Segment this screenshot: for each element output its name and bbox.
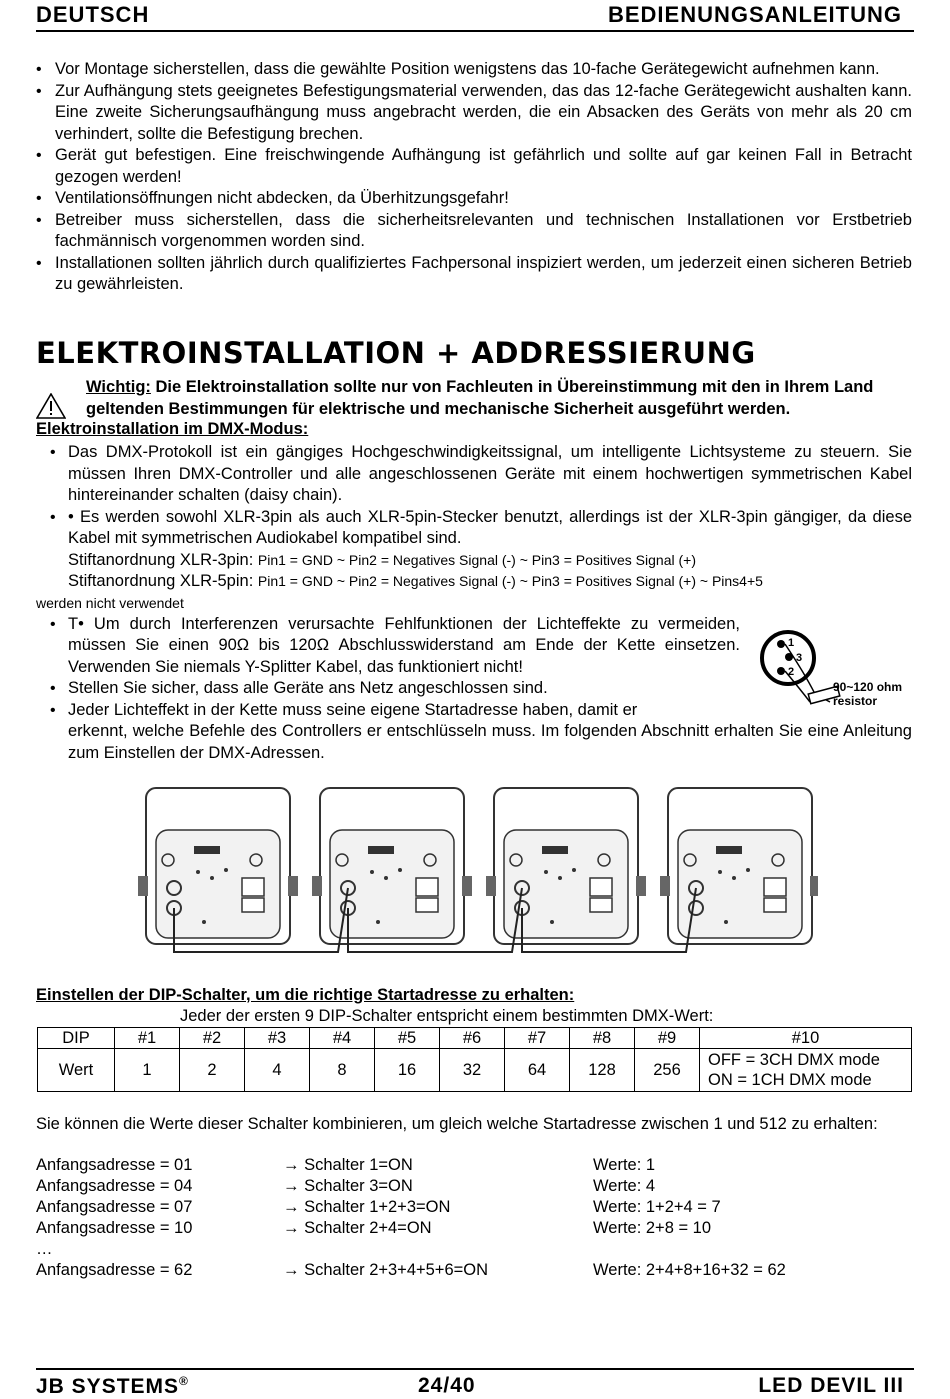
address: Anfangsadresse = 62 [36, 1261, 193, 1279]
xlr3-label: Stiftanordnung XLR-3pin: [68, 550, 254, 569]
list-item: • Installationen sollten jährlich durch qualifiziertes Fachpersonal inspiziert werden, um jederzeit einen sicheren Betrieb zu gewährleisten. [36, 253, 912, 296]
values: Werte: 2+4+8+16+32 = 62 [593, 1261, 786, 1279]
dmx-subtitle: Elektroinstallation im DMX-Modus: [36, 420, 309, 438]
table-row [36, 1240, 916, 1261]
address-examples [36, 1156, 916, 1282]
xlr5-continuation: werden nicht verwendet [36, 594, 184, 611]
brand-name: JB SYSTEMS [36, 1375, 180, 1398]
switches: → Schalter 1=ON [283, 1156, 413, 1174]
table-cell: 2 [180, 1049, 245, 1092]
table-cell: #8 [570, 1028, 635, 1049]
combo-text: Sie können die Werte dieser Schalter kombinieren, um gleich welche Startadresse zwischen 1 und 512 zu erhalten: [36, 1115, 878, 1133]
table-cell: #5 [375, 1028, 440, 1049]
xlr3-pinout [68, 550, 912, 572]
address: Anfangsadresse = 07 [36, 1198, 193, 1216]
table-cell: 4 [245, 1049, 310, 1092]
warning-text: Die Elektroinstallation sollte nur von Fachleuten in Übereinstimmung mit den in Ihrem Land geltenden Bestimmungen für elektrische und mechanische Sicherheit ausgeführt werden. [86, 378, 874, 418]
list-item: • Gerät gut befestigen. Eine freischwingende Aufhängung ist gefährlich und sollte auf gar keinen Fall in Betracht gezogen werden! [36, 145, 912, 188]
table-row [36, 1198, 916, 1219]
list-item: • Stellen Sie sicher, dass alle Geräte ans Netz angeschlossen sind. [50, 678, 740, 700]
mode-off: OFF = 3CH DMX mode [708, 1051, 880, 1069]
pin-label: 2 [788, 666, 795, 678]
address: Anfangsadresse = 01 [36, 1156, 193, 1174]
switches: → Schalter 3=ON [283, 1177, 413, 1195]
table-cell: #10 [700, 1028, 912, 1049]
pin-label: 3 [796, 652, 803, 664]
values: Werte: 1 [593, 1156, 656, 1174]
table-cell: Wert [38, 1049, 115, 1092]
footer-product: LED DEVIL III [758, 1374, 904, 1397]
list-item: • Vor Montage sicherstellen, dass die gewählte Position wenigstens das 10-fache Gerätegewicht aufnehmen kann. [36, 59, 912, 81]
address-bullet-a: Jeder Lichteffekt in der Kette muss seine eigene Startadresse haben, damit er [68, 700, 638, 719]
xlr3-text: Pin1 = GND ~ Pin2 = Negatives Signal (-) ~ Pin3 = Positives Signal (+) [257, 551, 696, 568]
list-item [50, 507, 912, 593]
mode-on: ON = 1CH DMX mode [708, 1071, 872, 1089]
table-cell: 128 [570, 1049, 635, 1092]
table-row [38, 1049, 912, 1092]
xlr5-pinout [68, 571, 912, 593]
safety-section [36, 59, 912, 296]
section-title: ELEKTROINSTALLATION + ADDRESSIERUNG [36, 336, 756, 370]
warning-triangle-icon [36, 393, 66, 419]
table-cell: #3 [245, 1028, 310, 1049]
switches: → Schalter 2+3+4+5+6=ON [283, 1261, 489, 1279]
table-cell: 64 [505, 1049, 570, 1092]
values: Werte: 4 [593, 1177, 656, 1195]
table-cell: #7 [505, 1028, 570, 1049]
header-title: BEDIENUNGSANLEITUNG [607, 2, 902, 27]
table-cell: 8 [310, 1049, 375, 1092]
page-number: 24/40 [418, 1374, 476, 1397]
list-item: • T• Um durch Interferenzen verursachte Fehlfunktionen der Lichteffekte zu vermeiden, müssen Sie einen 90Ω bis 120Ω Abschlusswiderstand am Ende der Kette einsetzen. Verwenden Sie niemals Y-Splitter Kabel, das funktioniert nicht! [50, 614, 740, 679]
table-cell: 32 [440, 1049, 505, 1092]
table-row [36, 1177, 916, 1198]
address: Anfangsadresse = 10 [36, 1219, 193, 1237]
table-cell: #9 [635, 1028, 700, 1049]
daisy-chain-illustration [138, 782, 818, 960]
list-item [50, 700, 740, 722]
table-cell: #4 [310, 1028, 375, 1049]
list-item: • Betreiber muss sicherstellen, dass die sicherheitsrelevanten und technischen Installationen vor Erstbetrieb fachmännisch vorgenommen worden sind. [36, 210, 912, 253]
fixture-unit [138, 788, 298, 944]
table-row [38, 1028, 912, 1049]
address: Anfangsadresse = 04 [36, 1177, 193, 1195]
header-language: DEUTSCH [36, 2, 150, 27]
table-cell: #2 [180, 1028, 245, 1049]
values: Werte: 2+8 = 10 [593, 1219, 712, 1237]
dmx-terminator-figure [755, 624, 915, 714]
table-cell [700, 1049, 912, 1092]
table-row [36, 1156, 916, 1177]
warning-block [36, 377, 914, 420]
table-cell: 256 [635, 1049, 700, 1092]
xlr-bullet-text: • Es werden sowohl XLR-3pin als auch XLR-5pin-Stecker benutzt, allerdings ist der XLR-3pin gängiger, da diese Kabel mit symmetrischen Audiokabel kompatibel sind. [68, 507, 912, 547]
table-cell: 1 [115, 1049, 180, 1092]
table-row [36, 1219, 916, 1240]
switches: → Schalter 1+2+3=ON [283, 1198, 451, 1216]
resistor-label-1: 90~120 ohm [833, 680, 903, 694]
table-cell: #6 [440, 1028, 505, 1049]
footer-brand [36, 1374, 189, 1399]
values: Werte: 1+2+4 = 7 [593, 1198, 721, 1216]
xlr5-text: Pin1 = GND ~ Pin2 = Negatives Signal (-) ~ Pin3 = Positives Signal (+) ~ Pins4+5 [257, 573, 763, 589]
dmx-section [36, 442, 912, 764]
page-footer [36, 1368, 914, 1398]
resistor-label-2: resistor [833, 694, 878, 708]
pin-label: 1 [788, 637, 795, 649]
ellipsis: … [36, 1240, 53, 1258]
list-item: • Das DMX-Protokoll ist ein gängiges Hochgeschwindigkeitssignal, um intelligente Lichtsysteme zu steuern. Sie müssen Ihren DMX-Controller und alle angeschlossenen Geräte mit einem hochwertigen symmetrischen Kabel hintereinander schalten (daisy chain). [50, 442, 912, 507]
address-bullet-b: erkennt, welche Befehle des Controllers er entschlüsseln muss. Im folgenden Abschnitt erhalten Sie eine Anleitung zum Einstellen der DMX-Adressen. [68, 722, 912, 762]
list-item: • Zur Aufhängung stets geeignetes Befestigungsmaterial verwenden, das das 12-fache Gerätegewicht aushalten kann. Eine zweite Sicherungsaufhängung muss angebracht werden, die ein Absacken des Geräts von mehr als 20 cm verhindert, sollte die Befestigung brechen. [36, 81, 912, 146]
page-header [36, 2, 914, 32]
table-cell: #1 [115, 1028, 180, 1049]
table-row [36, 1261, 916, 1282]
table-cell: 16 [375, 1049, 440, 1092]
dip-title: Einstellen der DIP-Schalter, um die richtige Startadresse zu erhalten: [36, 986, 575, 1004]
dip-table [37, 1027, 912, 1092]
table-cell: DIP [38, 1028, 115, 1049]
dip-subtitle: Jeder der ersten 9 DIP-Schalter entspricht einem bestimmten DMX-Wert: [180, 1007, 714, 1025]
list-item: • Ventilationsöffnungen nicht abdecken, da Überhitzungsgefahr! [36, 188, 912, 210]
switches: → Schalter 2+4=ON [283, 1219, 432, 1237]
xlr5-label: Stiftanordnung XLR-5pin: [68, 572, 254, 590]
warning-label: Wichtig: [86, 378, 151, 396]
registered-mark: ® [179, 1374, 189, 1388]
